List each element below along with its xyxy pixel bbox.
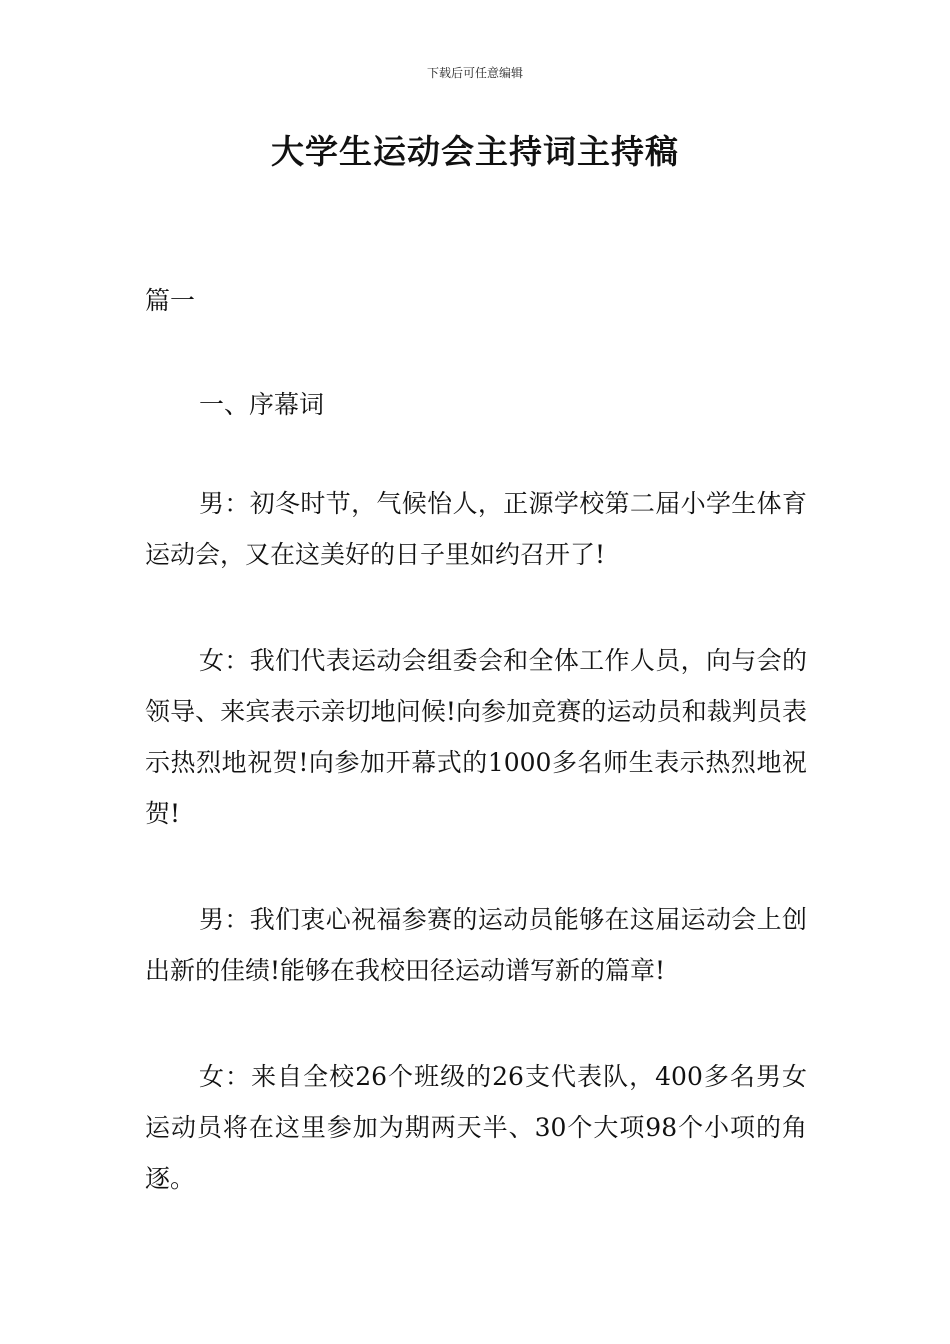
subheading-prologue: 一、序幕词 xyxy=(199,390,325,419)
section-label: 篇一 xyxy=(145,286,196,315)
document-title: 大学生运动会主持词主持稿 xyxy=(271,132,679,171)
paragraph: 女：我们代表运动会组委会和全体工作人员，向与会的领导、来宾表示亲切地问候!向参加竞赛的运动员和裁判员表示热烈地祝贺!向参加开幕式的1000多名师生表示热烈地祝贺! xyxy=(145,646,807,828)
paragraph: 男：我们衷心祝福参赛的运动员能够在这届运动会上创出新的佳绩!能够在我校田径运动谱写新的篇章! xyxy=(145,905,807,985)
paragraph: 女：来自全校26个班级的26支代表队，400多名男女运动员将在这里参加为期两天半、30个大项98个小项的角逐。 xyxy=(145,1062,807,1193)
paragraph: 男：初冬时节，气候怡人，正源学校第二届小学生体育运动会，又在这美好的日子里如约召开了! xyxy=(145,489,807,569)
document-body xyxy=(145,280,807,1204)
header-note: 下载后可任意编辑 xyxy=(426,66,523,80)
